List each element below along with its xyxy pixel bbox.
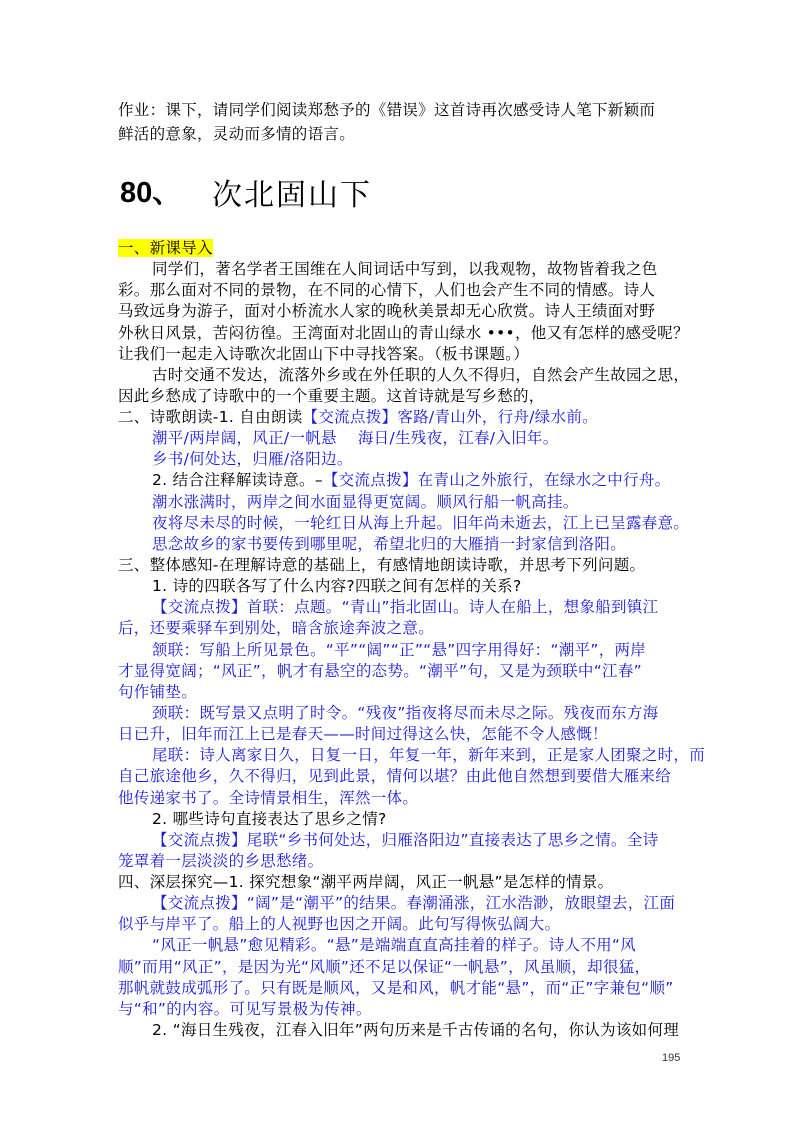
answer-line: 笼罩着一层淡淡的乡思愁绪。 xyxy=(118,851,324,870)
answer-line: “风正一帆悬”愈见精彩。“悬”是端端直直高挂着的样子。诗人不用“风 xyxy=(152,936,637,955)
answer-line: 似乎与岸平了。船上的人视野也因之开阔。此句写得恢弘阔大。 xyxy=(118,915,561,934)
section-1-line: 古时交通不发达，流落外乡或在外任职的人久不得归，自然会产生故园之思， xyxy=(152,365,690,384)
section-1-line: 外秋日风景，苦闷彷徨。王湾面对北固山的青山绿水 •••，他又有怎样的感受呢？ xyxy=(118,323,689,342)
page-number: 195 xyxy=(662,1052,681,1064)
answer-line: 才显得宽阔；“风正”，帆才有悬空的态势。“潮平”句，又是为颈联中“江春” xyxy=(118,661,642,680)
section-3-heading: 三、整体感知-在理解诗意的基础上，有感情地朗读诗歌，并思考下列问题。 xyxy=(118,556,646,575)
section-2-line-7: 思念故乡的家书要传到哪里呢，希望北归的大雁捎一封家信到洛阳。 xyxy=(152,534,627,553)
answer-line: 日已升，旧年而江上已是春天——时间过得这么快，怎能不令人感慨！ xyxy=(118,725,608,744)
question-4-2: 2. “海日生残夜，江春入旧年”两句历来是千古传诵的名句，你认为该如何理 xyxy=(152,1021,680,1039)
section-2-answer: 【交流点拨】客路/青山外，行舟/绿水前。 xyxy=(302,408,598,427)
lesson-title: 次北固山下 xyxy=(212,178,372,213)
section-1-line: 让我们一起走入诗歌次北固山下中寻找答案。（板书课题。） xyxy=(118,344,530,363)
answer-line: 颈联：既写景又点明了时令。“残夜”指夜将尽而未尽之际。残夜而东方海 xyxy=(152,703,659,722)
section-4-heading: 四、深层探究—1. 探究想象“潮平两岸阔，风正一帆悬”是怎样的情景。 xyxy=(118,873,614,892)
answer-line: 【交流点拨】尾联“乡书何处达，归雁洛阳边”直接表达了思乡之情。全诗 xyxy=(152,830,659,849)
answer-line: 那帆就鼓成弧形了。只有既是顺风，又是和风，帆才能“悬”，而“正”字兼包“顺” xyxy=(118,978,674,997)
section-1-heading-text: 一、新课导入 xyxy=(118,239,213,257)
answer-line: 【交流点拨】“阔”是“潮平”的结果。春潮涌涨，江水浩渺，放眼望去，江面 xyxy=(152,894,676,913)
section-2-label: 二、诗歌朗读-1. 自由朗读 xyxy=(118,408,303,427)
question-1: 1. 诗的四联各写了什么内容?四联之间有怎样的关系? xyxy=(152,577,522,596)
answer-line: 句作铺垫。 xyxy=(118,682,198,701)
section-2-label: 2. 结合注释解读诗意。– xyxy=(152,471,323,490)
question-2: 2. 哪些诗句直接表达了思乡之情? xyxy=(152,809,387,828)
answer-line: 尾联：诗人离家日久，日复一日，年复一年，新年来到，正是家人团聚之时，而 xyxy=(152,746,706,765)
section-2-line-3: 乡书/何处达，归雁/洛阳边。 xyxy=(152,450,353,469)
answer-line: 后，还要乘驿车到别处，暗含旅途奔波之意。 xyxy=(118,619,435,638)
answer-line: 与“和”的内容。可见写景极为传神。 xyxy=(118,999,372,1018)
section-1-line: 因此乡愁成了诗歌中的一个重要主题。这首诗就是写乡愁的， xyxy=(118,386,545,405)
homework-line-2: 鲜活的意象，灵动而多情的语言。 xyxy=(118,125,356,143)
answer-line: 自己旅途他乡，久不得归，见到此景，情何以堪？由此他自然想到要借大雁来给 xyxy=(118,767,672,786)
homework-line-1: 作业：课下，请同学们阅读郑愁予的《错误》这首诗再次感受诗人笔下新颖而 xyxy=(118,101,656,119)
section-1-line: 彩。那么面对不同的景物，在不同的心情下，人们也会产生不同的情感。诗人 xyxy=(118,281,656,300)
section-2-line-2: 潮平/两岸阔，风正/一帆悬 海日/生残夜，江春/入旧年。 xyxy=(152,429,559,448)
answer-line: 颔联：写船上所见景色。“平”“阔”“正”“悬”四字用得好：“潮平”，两岸 xyxy=(152,640,647,659)
section-1-line: 马致远身为游子，面对小桥流水人家的晚秋美景却无心欣赏。诗人王绩面对野 xyxy=(118,302,656,321)
lesson-number: 80、 xyxy=(120,177,182,209)
answer-line: 他传递家书了。全诗情景相生，浑然一体。 xyxy=(118,788,419,807)
section-2-answer: 【交流点拨】在青山之外旅行，在绿水之中行舟。 xyxy=(322,471,671,490)
section-2-line-6: 夜将尽未尽的时候，一轮红日从海上升起。旧年尚未逝去，江上已呈露春意。 xyxy=(152,513,690,532)
section-2-line-5: 潮水涨满时，两岸之间水面显得更宽阔。顺风行船一帆高挂。 xyxy=(152,492,579,511)
section-1-line: 同学们，著名学者王国维在人间词话中写到，以我观物，故物皆着我之色 xyxy=(152,260,658,279)
answer-line: 顺”而用“风正”，是因为光“风顺”还不足以保证“一帆悬”，风虽顺，却很猛， xyxy=(118,957,651,976)
answer-line: 【交流点拨】首联：点题。“青山”指北固山。诗人在船上，想象船到镇江 xyxy=(152,598,659,617)
